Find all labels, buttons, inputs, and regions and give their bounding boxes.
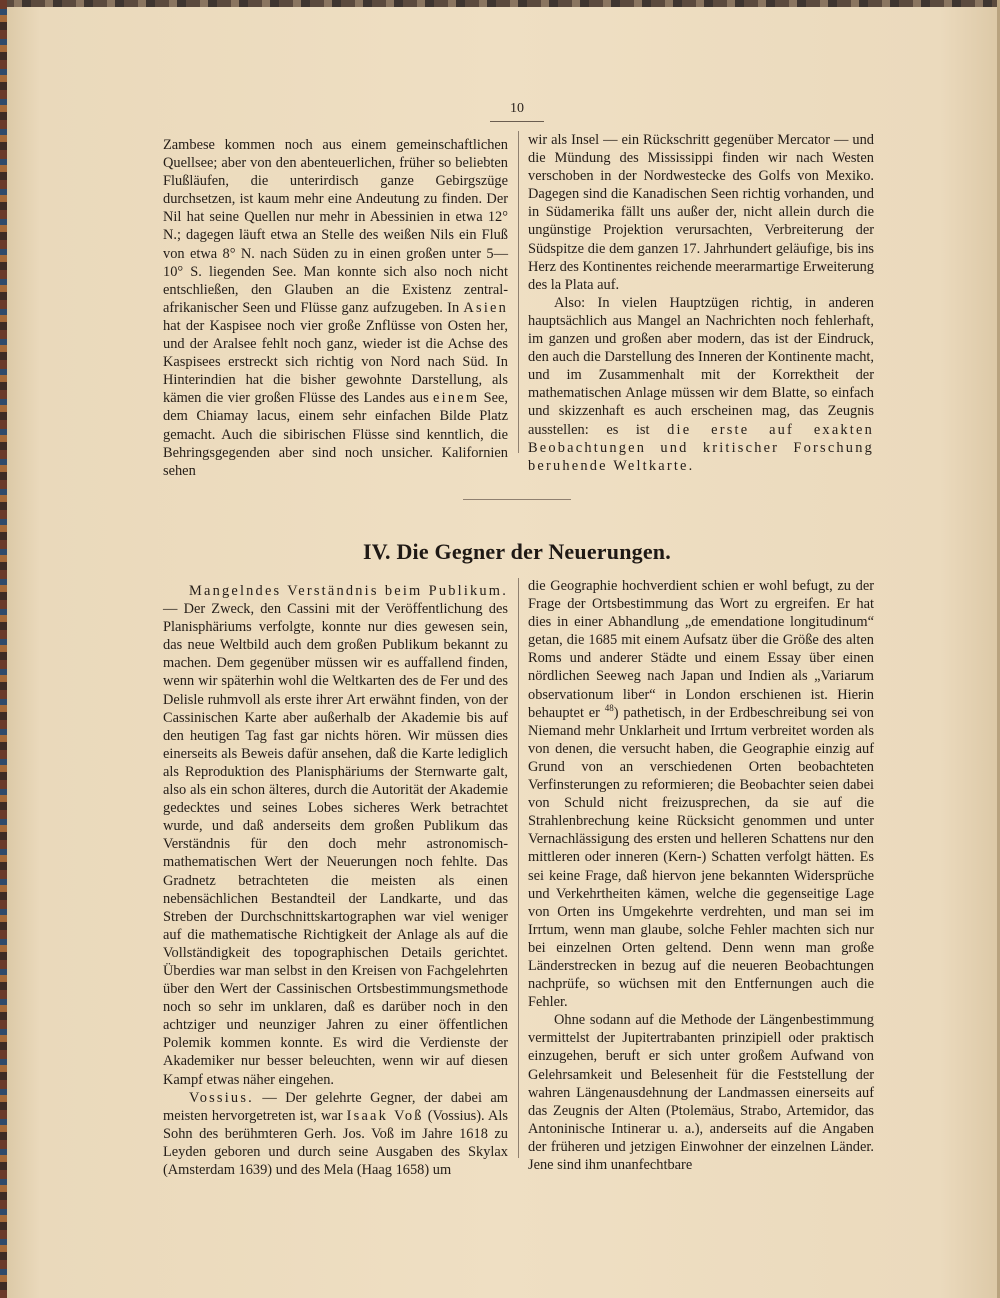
- page-number: 10: [510, 101, 524, 116]
- text-run: ) pathetisch, in der Erdbeschreibung sei von Niemand mehr Unklarheit und Irrtum verbreitet worden als von denen, die versucht haben, die Geographie einzig auf Grund von an verschiedenen Orten beobachteten Verfinsterungen zu reformieren; die Beobachter seien dabei von Schuld nicht freizusprechen, da sie auf die Strahlenbrechung keine Rücksicht genommen und unter Vernachlässigung des ersten und helleren Schattens nur den mittleren oder inneren (Kern-) Schatten verfolgt hätten. Es sei keine Frage, daß hiervon jene bekannten Widersprüche und Verkehrtheiten kämen, welche die gegenseitige Lage von Orten ins Umgekehrte verdrehten, und man sei im Irrtum, wenn man glaube, solche Fehler machten sich nur bei einzelnen Orten geltend. Denn wenn man große Länderstrecken in bezug auf die neueren Beobachtungen nachprüfe, so wüchsen mit den Entfernungen auch die Fehler.: [528, 704, 874, 1011]
- section-divider: [463, 499, 571, 500]
- top-left-paragraph: [163, 136, 508, 480]
- spaced-emphasis: Asien: [463, 299, 508, 316]
- text-run: Zambese kommen noch aus einem gemeinschaftlichen Quellsee; aber von den abenteuerlichen, früher so beliebten Flußläufen, die unterirdisch ganze Gebirgszüge durchsetzen, ist kaum mehr eine Andeutung zu finden. Der Nil hat seine Quellen nur mehr in Abessinien in etwa 12° N.; dagegen läuft etwa an Stelle des weißen Nils ein Fluß von etwa 8° N. nach Süden zu in einen großen unter 5—10° S. liegenden See. Man konnte sich also noch nicht entschließen, den Glauben an die Existenz zentral-afrikanischer Seen und Flüsse ganz aufzugeben. In: [163, 137, 508, 316]
- text-run: See, dem Chiamay lacus, einem sehr einfachen Bilde Platz gemacht. Auch die sibirischen Flüsse sind kenntlich, die Behringsgegenden aber sind noch unsicher. Kalifornien sehen: [163, 390, 508, 479]
- text-run: — Der gelehrte Gegner, der dabei am meisten hervorgetreten ist, war: [163, 1089, 508, 1124]
- bottom-left-paragraph-1: [163, 582, 508, 1089]
- top-right-paragraph-1: wir als Insel — ein Rückschritt gegenüber Mercator — und die Mündung des Mississippi finden wir nach Westen verschoben in der Nordwestecke des Golfs von Mexiko. Dagegen sind die Kanadischen Seen richtig vorhanden, und in Südamerika fällt uns außer der, nicht allein durch die ungünstige Projektion verursachten, Verbreiterung der Südspitze die dem ganzen 17. Jahrhundert geläufige, bis ins Herz des Kontinentes reichende meerarmartige Erweiterung des la Plata auf.: [528, 132, 874, 293]
- top-left-column: [163, 136, 508, 480]
- spaced-emphasis: Mangelndes Verständnis beim Publikum.: [189, 583, 508, 599]
- page-edge-top: [0, 0, 1000, 7]
- spaced-emphasis: die erste auf exakten Beobachtungen und kritischer Forschung beruhende Weltkarte.: [528, 421, 874, 474]
- top-right-column: [528, 131, 874, 475]
- top-right-paragraph-2: [528, 294, 874, 475]
- page-number-rule: [490, 121, 544, 122]
- bottom-right-paragraph-2: Ohne sodann auf die Methode der Längenbestimmung vermittelst der Jupitertrabanten prinzipiell oder praktisch einzugehen, beruft er sich unter großem Aufwand von Gelehrsamkeit und Belesenheit für die Feststellung der wahren Längenausdehnung der Landmassen einerseits auf das Zeugnis der Alten (Ptolemäus, Strabo, Artemidor, das Antoninische Intinerar u. a.), anderseits auf die Angaben der früheren und jetzigen Einwohner der einzelnen Länder. Jene sind ihm unanfechtbare: [528, 1012, 874, 1173]
- bottom-left-paragraph-2: [163, 1089, 508, 1179]
- spaced-emphasis: Isaak Voß: [346, 1107, 424, 1124]
- spaced-emphasis: Vossius.: [189, 1089, 254, 1106]
- text-run: Also: In vielen Hauptzügen richtig, in anderen hauptsächlich aus Mangel an Nachrichten noch fehlerhaft, im ganzen und großen aber modern, das ist der Eindruck, den auch die Darstellung des Inneren der Kontinente macht, und im Zusammenhalt mit der Korrektheit der mathematischen Anlage müssen wir dem Blatte, so einfach und skizzenhaft es auch erscheinen mag, das Zeugnis ausstellen: es ist: [528, 294, 874, 438]
- column-rule-top: [518, 131, 519, 453]
- marbled-binding-edge: [0, 0, 7, 1298]
- bottom-right-paragraph-1: [528, 577, 874, 1011]
- column-rule-bottom: [518, 578, 519, 1158]
- section-heading: IV. Die Gegner der Neuerungen.: [363, 539, 671, 564]
- spaced-emphasis: einem: [433, 390, 480, 407]
- text-run: hat der Kaspisee noch vier große Znflüsse von Osten her, und der Aralsee fehlt noch ganz, wieder ist die Achse des Kaspisees erstreckt sich richtig von Nord nach Süd. In Hinterindien hat die bisher gewohnte Darstellung, als kämen die vier großen Flüsse des Landes aus: [163, 317, 508, 407]
- bottom-left-column: [163, 582, 508, 1179]
- text-run: (Vossius). Als Sohn des berühmteren Gerh. Jos. Voß im Jahre 1618 zu Leyden geboren und durch seine Ausgaben des Skylax (Amsterdam 1639) und des Mela (Haag 1658) um: [163, 1107, 508, 1178]
- text-run: die Geographie hochverdient schien er wohl befugt, zu der Frage der Ortsbestimmung das Wort zu ergreifen. Er hat dies in einer Abhandlung „de emendatione longitudinum“ getan, die 1685 mit einem Aufsatz über die Größe des alten Roms und anderer Städte und einem Essay über einen nördlichen Seeweg nach Japan und Indien als „Variarum observationum liber“ in London erschienen ist. Hierin behauptet er: [528, 578, 874, 721]
- footnote-marker: 48: [604, 702, 614, 713]
- bottom-right-column: [528, 577, 874, 1174]
- text-run: — Der Zweck, den Cassini mit der Veröffentlichung des Planisphäriums verfolgte, konnte nur dies gewesen sein, das neue Weltbild auch dem großen Publikum bekannt zu machen. Dem gegenüber müssen wir es auffallend finden, wenn wir späterhin wohl die Weltkarten des de Fer und des Delisle ruhmvoll als erste ihrer Art erwähnt finden, von der Cassinischen Karte aber außerhalb der Akademie bis auf den heutigen Tag fast gar nichts hören. Wir müssen dies einerseits als Beweis dafür ansehen, daß die Karte lediglich als Reproduktion des Planisphäriums der Sternwarte galt, also als ein schon älteres, durch die Autorität der Akademie gedecktes und seines Lobes sicheres Werk betrachtet wurde, und daß anderseits dem großen Publikum das Verständnis für den doch mehr astronomisch-mathematischen Wert der Neuerungen noch fehlte. Das Gradnetz betrachteten die meisten als einen nebensächlichen Bestandteil der Landkarte, und das Streben der Durchschnittskartographen war viel weniger auf die mathematische Richtigkeit der Anlage als auf die Vollständigkeit des topographischen Details gerichtet. Überdies war man selbst in den Kreisen von Fachgelehrten über den Wert der Cassinischen Ortsbestimmungsmethode noch so sehr im unklaren, daß es darüber noch in den achtziger und neunziger Jahren zu einer öffentlichen Polemik kommen konnte. Es wird die Verdienste der Akademiker nur besser beleuchten, wenn wir auf diesen Kampf etwas näher eingehen.: [163, 601, 508, 1088]
